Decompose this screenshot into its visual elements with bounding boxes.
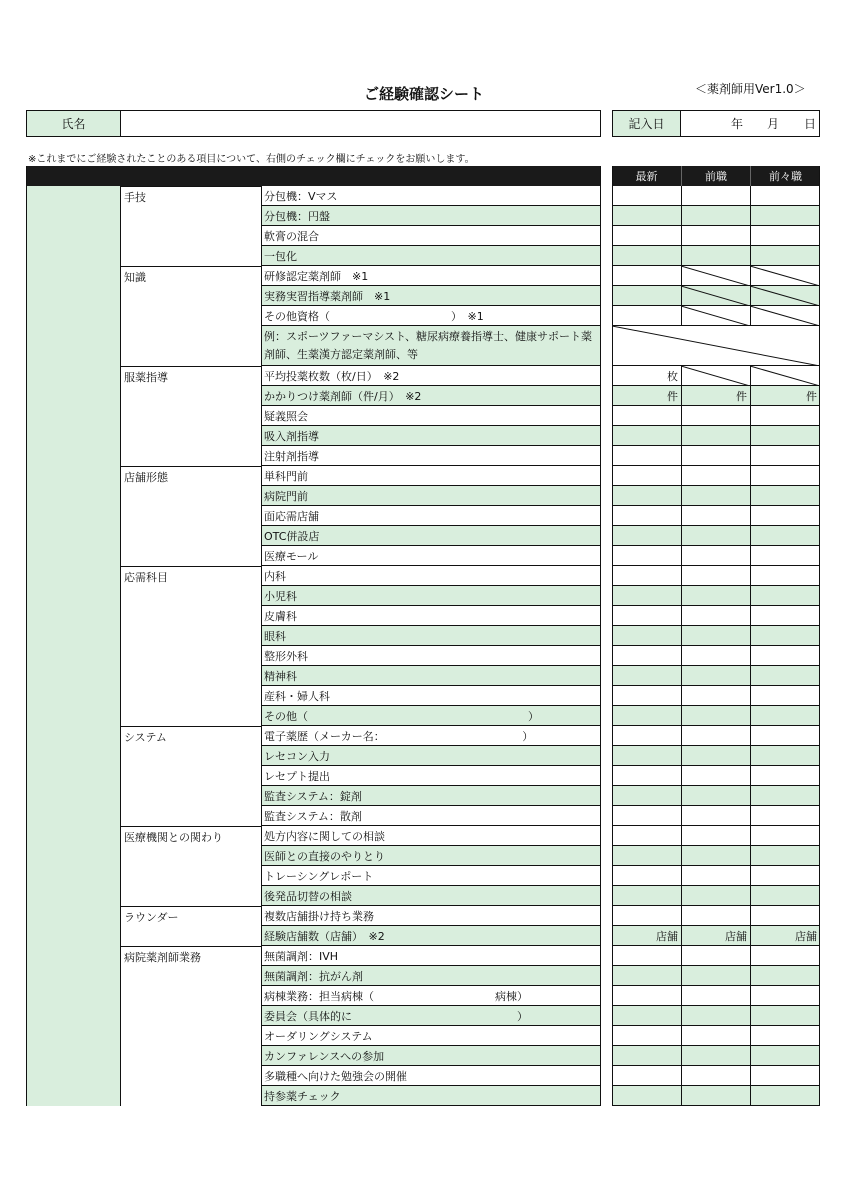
item-label: 疑義照会	[264, 409, 308, 423]
check-cell[interactable]	[612, 726, 681, 746]
item-label: オーダリングシステム	[264, 1029, 373, 1043]
check-cell[interactable]	[612, 686, 681, 706]
check-cell[interactable]	[612, 646, 681, 666]
name-label-text: 氏名	[61, 117, 86, 131]
check-cell[interactable]	[681, 426, 750, 446]
item-label: 産科・婦人科	[264, 689, 330, 703]
check-cell[interactable]	[681, 1006, 750, 1026]
check-cell[interactable]	[681, 586, 750, 606]
check-cell[interactable]	[750, 186, 820, 206]
item-label: 注射剤指導	[264, 449, 319, 463]
not-applicable-diagonal	[750, 286, 820, 306]
item-row	[261, 266, 601, 286]
check-cell[interactable]	[612, 566, 681, 586]
check-cell[interactable]	[612, 746, 681, 766]
check-cell[interactable]	[750, 466, 820, 486]
item-label: 単科門前	[264, 469, 308, 483]
item-row	[261, 746, 601, 766]
item-row	[261, 446, 601, 466]
check-cell[interactable]	[750, 506, 820, 526]
check-cell[interactable]	[612, 706, 681, 726]
item-label: 持参薬チェック	[264, 1089, 341, 1103]
check-cell[interactable]	[750, 486, 820, 506]
item-row	[261, 386, 601, 406]
check-cell[interactable]	[681, 846, 750, 866]
item-row	[261, 366, 601, 386]
check-cell[interactable]	[750, 1006, 820, 1026]
item-label: 後発品切替の相談	[264, 889, 352, 903]
item-column-line	[261, 186, 262, 1106]
check-cell[interactable]	[681, 606, 750, 626]
item-label: 監査システム：錠剤	[264, 789, 362, 803]
check-cell[interactable]	[612, 906, 681, 926]
check-cell[interactable]	[750, 846, 820, 866]
check-cell[interactable]	[681, 466, 750, 486]
date-label-text: 記入日	[628, 117, 665, 131]
item-label: 無菌調剤：抗がん剤	[264, 969, 363, 983]
check-cell[interactable]	[681, 666, 750, 686]
item-label: 医師との直接のやりとり	[264, 849, 385, 863]
check-cell[interactable]	[750, 206, 820, 226]
item-label: その他（ ）	[264, 709, 539, 723]
check-cell[interactable]	[750, 766, 820, 786]
item-row	[261, 426, 601, 446]
check-cell[interactable]	[612, 626, 681, 646]
item-label: 電子薬歴（メーカー名： ）	[264, 729, 534, 743]
item-label: 無菌調剤：IVH	[264, 949, 339, 963]
check-cell[interactable]	[750, 446, 820, 466]
item-row	[261, 626, 601, 646]
check-cell[interactable]	[612, 506, 681, 526]
check-cell[interactable]	[750, 786, 820, 806]
check-cell[interactable]	[750, 646, 820, 666]
check-cell[interactable]	[612, 846, 681, 866]
check-cell[interactable]	[750, 226, 820, 246]
check-cell[interactable]	[681, 706, 750, 726]
check-cell[interactable]	[612, 786, 681, 806]
check-cell[interactable]	[681, 806, 750, 826]
item-row	[261, 846, 601, 866]
not-applicable-diagonal	[750, 366, 820, 386]
check-cell[interactable]	[750, 606, 820, 626]
check-cell[interactable]	[750, 406, 820, 426]
check-cell[interactable]	[750, 1066, 820, 1086]
check-cell[interactable]	[612, 546, 681, 566]
check-cell[interactable]	[612, 886, 681, 906]
sheet-header-bar	[26, 166, 601, 186]
category-label: 応需科目	[124, 571, 168, 584]
check-cell[interactable]	[681, 206, 750, 226]
check-cell[interactable]	[750, 986, 820, 1006]
day-unit: 日	[804, 117, 817, 131]
item-row	[261, 246, 601, 266]
check-cell[interactable]	[750, 806, 820, 826]
name-field[interactable]	[120, 110, 601, 137]
not-applicable-diagonal	[681, 306, 750, 326]
check-cell[interactable]	[750, 1026, 820, 1046]
check-cell[interactable]	[612, 1086, 681, 1106]
item-label: 研修認定薬剤師 ※1	[264, 269, 369, 283]
check-cell[interactable]	[681, 486, 750, 506]
check-cell[interactable]	[612, 1026, 681, 1046]
item-row	[261, 1046, 601, 1066]
check-cell[interactable]	[612, 306, 681, 326]
item-row	[261, 286, 601, 306]
item-row	[261, 206, 601, 226]
item-row	[261, 1086, 601, 1106]
item-label: 監査システム：散剤	[264, 809, 362, 823]
item-row	[261, 646, 601, 666]
item-row	[261, 726, 601, 746]
check-cell[interactable]	[612, 266, 681, 286]
item-label: 軟膏の混合	[264, 229, 319, 243]
item-row	[261, 186, 601, 206]
item-row	[261, 826, 601, 846]
category-label: ラウンダー	[124, 911, 179, 924]
check-cell[interactable]	[750, 726, 820, 746]
page-title: ご経験確認シート	[363, 85, 484, 103]
item-label: OTC併設店	[264, 529, 320, 543]
item-label: 分包機：Vマス	[264, 189, 338, 203]
check-cell[interactable]: 件	[681, 386, 750, 406]
category-label: 店舗形態	[124, 471, 168, 484]
item-label: 面応需店舗	[264, 509, 319, 523]
check-cell[interactable]: 枚	[612, 366, 681, 386]
item-label: カンファレンスへの参加	[264, 1049, 385, 1063]
check-cell[interactable]	[681, 406, 750, 426]
date-field[interactable]	[680, 110, 820, 137]
item-row	[261, 326, 601, 366]
item-label: 整形外科	[264, 649, 308, 663]
check-cell[interactable]	[681, 186, 750, 206]
check-cell[interactable]	[612, 246, 681, 266]
item-label: 小児科	[264, 589, 297, 603]
check-cell[interactable]	[750, 546, 820, 566]
check-cell[interactable]	[750, 1046, 820, 1066]
check-cell[interactable]	[681, 866, 750, 886]
check-cell[interactable]	[681, 906, 750, 926]
check-cell[interactable]	[750, 746, 820, 766]
item-row	[261, 786, 601, 806]
check-cell[interactable]: 店舗	[750, 926, 820, 946]
item-label: レセプト提出	[264, 769, 330, 783]
item-label: かかりつけ薬剤師（件/月） ※2	[264, 389, 422, 403]
history-header-0: 最新	[612, 166, 681, 186]
check-cell[interactable]	[681, 886, 750, 906]
check-cell[interactable]	[681, 506, 750, 526]
item-row	[261, 986, 601, 1006]
check-cell[interactable]	[681, 226, 750, 246]
not-applicable-diagonal	[681, 266, 750, 286]
item-label: 実務実習指導薬剤師 ※1	[264, 289, 391, 303]
check-cell[interactable]	[750, 626, 820, 646]
category-separator	[120, 726, 261, 727]
check-cell[interactable]: 店舗	[612, 926, 681, 946]
category-separator	[120, 566, 261, 567]
check-cell[interactable]	[681, 1086, 750, 1106]
item-label: 分包機：円盤	[264, 209, 330, 223]
item-row	[261, 966, 601, 986]
item-label: 委員会（具体的に ）	[264, 1009, 528, 1023]
check-cell[interactable]	[612, 586, 681, 606]
check-cell[interactable]	[681, 626, 750, 646]
item-label: 医療モール	[264, 549, 319, 563]
item-row	[261, 1066, 601, 1086]
item-row	[261, 1006, 601, 1026]
check-cell[interactable]	[750, 706, 820, 726]
item-row	[261, 506, 601, 526]
item-row	[261, 906, 601, 926]
history-left-border	[612, 166, 613, 1106]
check-cell[interactable]	[612, 966, 681, 986]
check-cell[interactable]	[612, 446, 681, 466]
check-cell[interactable]	[681, 986, 750, 1006]
category-label: 病院薬剤師業務	[124, 951, 201, 964]
category-separator	[120, 826, 261, 827]
check-cell[interactable]	[612, 766, 681, 786]
not-applicable-diagonal	[681, 286, 750, 306]
history-header-1: 前職	[681, 166, 750, 186]
item-row	[261, 886, 601, 906]
category-label: 手技	[124, 191, 146, 204]
category-separator	[120, 186, 261, 187]
check-cell[interactable]	[681, 1046, 750, 1066]
item-label: 眼科	[264, 629, 286, 643]
check-cell[interactable]	[612, 986, 681, 1006]
item-row	[261, 706, 601, 726]
check-cell[interactable]	[681, 546, 750, 566]
check-cell[interactable]	[612, 426, 681, 446]
sheet-right-border	[600, 166, 601, 1106]
check-cell[interactable]	[750, 526, 820, 546]
check-cell[interactable]	[750, 946, 820, 966]
check-cell[interactable]	[750, 566, 820, 586]
check-cell[interactable]	[681, 746, 750, 766]
item-row	[261, 926, 601, 946]
item-label: 平均投薬枚数（枚/日） ※2	[264, 369, 400, 383]
check-cell[interactable]	[750, 906, 820, 926]
check-cell[interactable]	[750, 966, 820, 986]
not-applicable-diagonal	[750, 306, 820, 326]
item-label: 病棟業務：担当病棟（ 病棟）	[264, 989, 528, 1003]
category-label: システム	[124, 731, 167, 744]
date-label	[612, 110, 681, 137]
not-applicable-diagonal	[681, 366, 750, 386]
experience-table	[26, 166, 601, 1106]
check-cell[interactable]	[612, 406, 681, 426]
check-cell[interactable]	[750, 246, 820, 266]
category-separator	[120, 946, 261, 947]
item-row	[261, 486, 601, 506]
item-label: その他資格（ ） ※1	[264, 309, 484, 323]
item-row	[261, 546, 601, 566]
category-label: 医療機関との関わり	[124, 831, 223, 844]
check-cell[interactable]	[612, 186, 681, 206]
item-label: 吸入剤指導	[264, 429, 319, 443]
check-cell[interactable]	[612, 826, 681, 846]
check-cell[interactable]	[681, 566, 750, 586]
category-separator	[120, 906, 261, 907]
category-separator	[120, 266, 261, 267]
check-cell[interactable]	[612, 286, 681, 306]
item-row	[261, 866, 601, 886]
item-row	[261, 526, 601, 546]
item-row	[261, 686, 601, 706]
check-cell[interactable]	[612, 1006, 681, 1026]
check-cell[interactable]	[612, 666, 681, 686]
check-cell[interactable]	[681, 1066, 750, 1086]
history-header-2: 前々職	[750, 166, 820, 186]
sheet-left-border	[26, 166, 27, 1106]
check-cell[interactable]: 件	[750, 386, 820, 406]
item-label: 精神科	[264, 669, 297, 683]
check-cell[interactable]	[612, 486, 681, 506]
version-label: ＜薬剤師用Ver1.0＞	[695, 82, 806, 96]
name-label	[26, 110, 121, 137]
check-cell[interactable]: 店舗	[681, 926, 750, 946]
check-cell[interactable]	[681, 526, 750, 546]
check-cell[interactable]	[681, 686, 750, 706]
check-cell[interactable]	[750, 866, 820, 886]
check-cell[interactable]	[612, 1066, 681, 1086]
check-cell[interactable]	[681, 826, 750, 846]
instruction-note: ※これまでにご経験されたことのある項目について、右側のチェック欄にチェックをお願いします。	[28, 154, 475, 165]
category-label: 服薬指導	[124, 371, 168, 384]
check-cell[interactable]	[612, 206, 681, 226]
item-row	[261, 666, 601, 686]
item-label: 複数店舗掛け持ち業務	[264, 909, 374, 923]
category-separator	[120, 466, 261, 467]
check-cell[interactable]	[612, 526, 681, 546]
check-cell[interactable]	[612, 226, 681, 246]
check-cell[interactable]	[612, 866, 681, 886]
item-row	[261, 306, 601, 326]
check-cell[interactable]	[612, 606, 681, 626]
check-cell[interactable]	[750, 686, 820, 706]
item-label: 病院門前	[264, 489, 308, 503]
check-cell[interactable]	[681, 786, 750, 806]
item-label: レセコン入力	[264, 749, 330, 763]
item-label: 経験店舗数（店舗） ※2	[264, 929, 385, 943]
check-cell[interactable]	[612, 466, 681, 486]
item-row	[261, 466, 601, 486]
item-row	[261, 226, 601, 246]
not-applicable-diagonal	[750, 266, 820, 286]
check-cell[interactable]	[681, 246, 750, 266]
check-cell[interactable]	[750, 826, 820, 846]
check-cell[interactable]	[612, 1046, 681, 1066]
check-cell[interactable]	[681, 446, 750, 466]
check-cell[interactable]	[681, 1026, 750, 1046]
history-check-grid	[612, 166, 820, 1106]
section-band	[26, 186, 120, 1106]
check-cell[interactable]	[681, 766, 750, 786]
item-row	[261, 806, 601, 826]
check-cell[interactable]	[681, 726, 750, 746]
not-applicable-diagonal	[612, 326, 820, 366]
item-row	[261, 566, 601, 586]
check-cell[interactable]: 件	[612, 386, 681, 406]
item-label: 一包化	[264, 249, 297, 263]
item-label: 多職種へ向けた勉強会の開催	[264, 1069, 407, 1083]
category-column-line	[120, 186, 121, 1106]
check-cell[interactable]	[681, 946, 750, 966]
item-label: 皮膚科	[264, 609, 297, 623]
item-row	[261, 606, 601, 626]
category-label: 知識	[124, 271, 146, 284]
item-row	[261, 586, 601, 606]
check-cell[interactable]	[612, 806, 681, 826]
category-separator	[120, 366, 261, 367]
check-cell[interactable]	[681, 646, 750, 666]
item-row	[261, 946, 601, 966]
check-cell[interactable]	[750, 1086, 820, 1106]
month-unit: 月	[767, 117, 780, 131]
year-unit: 年	[731, 117, 744, 131]
check-cell[interactable]	[750, 666, 820, 686]
check-cell[interactable]	[750, 586, 820, 606]
item-row	[261, 406, 601, 426]
check-cell[interactable]	[750, 426, 820, 446]
item-row	[261, 766, 601, 786]
item-row	[261, 1026, 601, 1046]
item-label: 処方内容に関しての相談	[264, 829, 385, 843]
item-label: 例：スポーツファーマシスト、糖尿病療養指導士、健康サポート薬剤師、生薬漢方認定薬剤師、等	[264, 329, 593, 361]
check-cell[interactable]	[612, 946, 681, 966]
check-cell[interactable]	[750, 886, 820, 906]
item-label: トレーシングレポート	[264, 869, 374, 883]
check-cell[interactable]	[681, 966, 750, 986]
item-label: 内科	[264, 569, 286, 583]
